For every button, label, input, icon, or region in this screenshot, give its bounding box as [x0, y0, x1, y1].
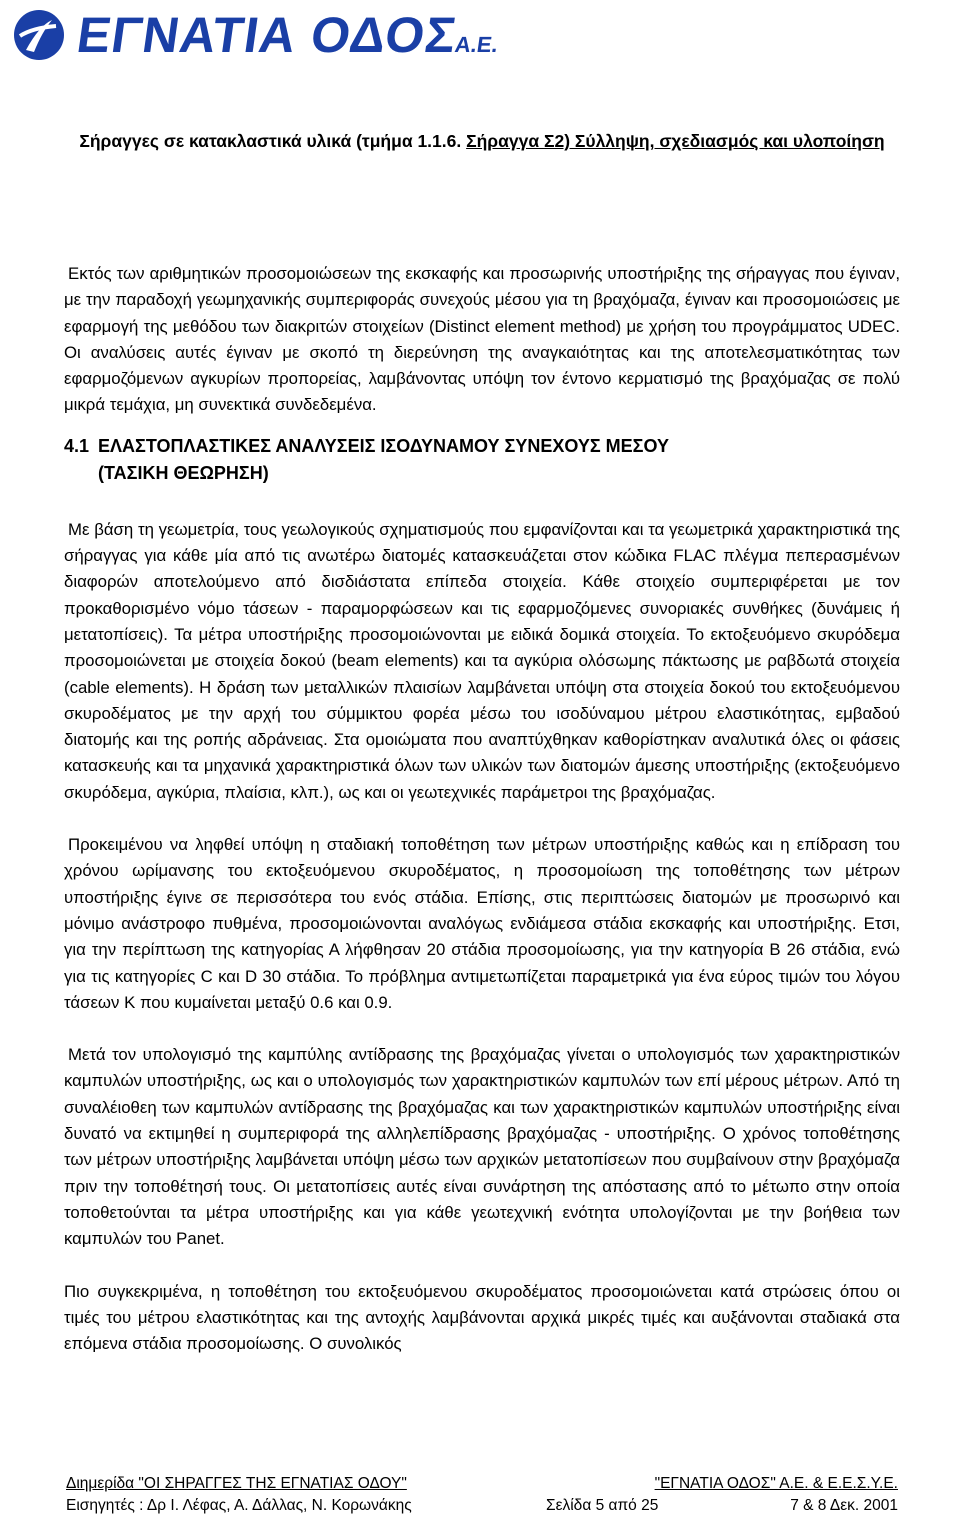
section-title — [98, 433, 669, 487]
footer-row-event — [0, 1473, 960, 1495]
egnatia-logo — [12, 6, 500, 64]
logo-wordmark — [72, 6, 503, 74]
paragraph-staged-support: Προκειμένου να ληφθεί υπόψη η σταδιακή τοποθέτηση των μέτρων υποστήριξης καθώς και η επίδραση του χρόνου ωρίμανσης του εκτοξευόμενου σκυροδέματος, η προσομοίωση της τοποθέτησης των μέτρων υποστήριξης έγινε σε περισσότερα του ενός στάδια. Επίσης, στις περιπτώσεις διατομών με προσωρινό και μόνιμο ανάστροφο πυθμένα, προσομοιώνονται αναλόγως ενδιάμεσα στάδια εκσκαφής και υποστήριξης. Ετσι, για την περίπτωση της κατηγορίας Α λήφθησαν 20 στάδια προσομοίωσης, για την κατηγορία Β 26 στάδια, ενώ για τις κατηγορίες C και D 30 στάδια. Το πρόβλημα αντιμετωπίζεται παραμετρικά για ένα εύρος τιμών του λόγου τάσεων Κ που κυμαίνεται μεταξύ 0.6 και 0.9. — [64, 835, 900, 1012]
footer-date: 7 & 8 Δεκ. 2001 — [790, 1497, 898, 1514]
road-emblem-icon — [12, 6, 66, 64]
section-number: 4.1 — [64, 435, 90, 456]
document-title — [64, 124, 900, 159]
section-heading — [64, 433, 900, 487]
logo-name: ΕΓΝΑΤΙΑ ΟΔΟΣ — [73, 7, 461, 63]
footer-organizers: "ΕΓΝΑΤΙΑ ΟΔΟΣ" Α.Ε. & Ε.Ε.Σ.Υ.Ε. — [654, 1475, 898, 1492]
paragraph-convergence-confinement: Μετά τον υπολογισμό της καμπύλης αντίδρασης της βραχόμαζας γίνεται ο υπολογισμός των χαρακτηριστικών καμπυλών υποστήριξης, ως και ο υπολογισμός των χαρακτηριστικών καμπυλών των επί μέρους μέτρων. Από τη συναλέιοθεη των καμπυλών αντίδρασης της βραχόμαζας και των χαρακτηριστικών καμπυλών υποστήριξης είναι δυνατό να εκτιμηθεί η συμπεριφορά της αλληλεπίδρασης βραχόμαζας - υποστήριξης. Ο χρόνος τοποθέτησης των μέτρων υποστήριξης λαμβάνεται υπόψη μέσω των αρχικών μετατοπίσεων που συμβαίνουν στην βραχόμαζα πριν την τοποθέτησή τους. Οι μετατοπίσεις αυτές είναι συνάρτηση της απόστασης από το μέτωπο στην οποία τοποθετούνται τα μέτρα υποστήριξης και για κάθε γεωτεχνική ενότητα υπολογίζονται με την βοήθεια των καμπυλών του Panet. — [64, 1045, 900, 1249]
logo-suffix: Α.Ε. — [453, 32, 500, 57]
title-underlined: Σήραγγα Σ2) Σύλληψη, σχεδιασμός και υλοποίηση — [466, 131, 885, 151]
page-footer — [0, 1473, 960, 1517]
section-title-line2: (ΤΑΣΙΚΗ ΘΕΩΡΗΣΗ) — [98, 462, 269, 483]
title-prefix: Σήραγγες σε κατακλαστικά υλικά (τμήμα 1.1.6. — [79, 131, 467, 151]
footer-row-speakers — [0, 1495, 960, 1517]
paragraph-flac-model: Με βάση τη γεωμετρία, τους γεωλογικούς σχηματισμούς που εμφανίζονται και τα γεωμετρικά χαρακτηριστικά της σήραγγας για κάθε μία από τις ανωτέρω διατομές κατασκευάζεται στον κώδικα FLAC πλέγμα πεπερασμένων διαφορών αποτελούμενο από δισδιάστατα επίπεδα στοιχεία. Κάθε στοιχείο συμπεριφέρεται με τον προκαθορισμένο νόμο τάσεων - παραμορφώσεων και τις εφαρμοζόμενες συνοριακές συνθήκες (δυνάμεις ή μετατοπίσεις). Τα μέτρα υποστήριξης προσομοιώνονται με ειδικά δομικά στοιχεία. Το εκτοξευόμενο σκυρόδεμα προσομοιώνεται με στοιχεία δοκού (beam elements) και τα αγκύρια ολόσωμης πάκτωσης με ραβδωτά στοιχεία (cable elements). Η δράση των μεταλλικών πλαισίων λαμβάνεται υπόψη στα στοιχεία δοκού του εκτοξευόμενου σκυροδέματος με την αρχή του σύμμικτου φορέα μέσω του ισοδύναμου μέτρου ελαστικότητας, εμβαδού διατομής και της ροπής αδράνειας. Στα ομοιώματα που αναπτύχθηκαν καθορίστηκαν αναλυτικά όλες οι φάσεις κατασκευής και τα μηχανικά χαρακτηριστικά όλων των υλικών των διατομών άμεσης υποστήριξης (εκτοξευόμενο σκυρόδεμα, αγκύρια, πλαίσια, κλπ.), ως και οι γεωτεχνικές παράμετροι της βραχόμαζας. — [64, 519, 900, 802]
document-body — [64, 261, 900, 1357]
section-title-line1: ΕΛΑΣΤΟΠΛΑΣΤΙΚΕΣ ΑΝΑΛΥΣΕΙΣ ΙΣΟΔΥΝΑΜΟΥ ΣΥΝΕΧΟΥΣ ΜΕΣΟΥ — [98, 435, 669, 456]
intro-paragraph: Εκτός των αριθμητικών προσομοιώσεων της εκσκαφής και προσωρινής υποστήριξης της σήραγγας που έγιναν, με την παραδοχή γεωμηχανικής συμπεριφοράς συνεχούς μέσου για τη βραχόμαζα, έγιναν και προσομοιώσεις με εφαρμογή της μεθόδου των διακριτών στοιχείων (Distinct element method) με χρήση του προγράμματος UDEC. Οι αναλύσεις αυτές έγιναν με σκοπό τη διερεύνηση της αναγκαιότητας και της αποτελεσματικότητας των εφαρμοζόμενων αγκυρίων προπορείας, λαμβάνοντας υπόψη τον έντονο κερματισμό της βραχόμαζας σε πολύ μικρά τεμάχια, μη συνεκτικά συνδεδεμένα. — [64, 264, 900, 415]
footer-event: Διημερίδα "ΟΙ ΣΗΡΑΓΓΕΣ ΤΗΣ ΕΓΝΑΤΙΑΣ ΟΔΟΥ" — [66, 1475, 407, 1492]
footer-page-number: Σελίδα 5 από 25 — [546, 1497, 659, 1514]
footer-speakers: Εισηγητές : Δρ Ι. Λέφας, Α. Δάλλας, Ν. Κορωνάκης — [66, 1497, 412, 1514]
paragraph-shotcrete-layers: Πιο συγκεκριμένα, η τοποθέτηση του εκτοξευόμενου σκυροδέματος προσομοιώνεται κατά στρώσεις όπου οι τιμές του μέτρου ελαστικότητας και της αντοχής λαμβάνονται αρχικά μικρές τιμές και αυξάνονται σταδιακά στα επόμενα στάδια προσομοίωσης. Ο συνολικός — [64, 1281, 900, 1354]
